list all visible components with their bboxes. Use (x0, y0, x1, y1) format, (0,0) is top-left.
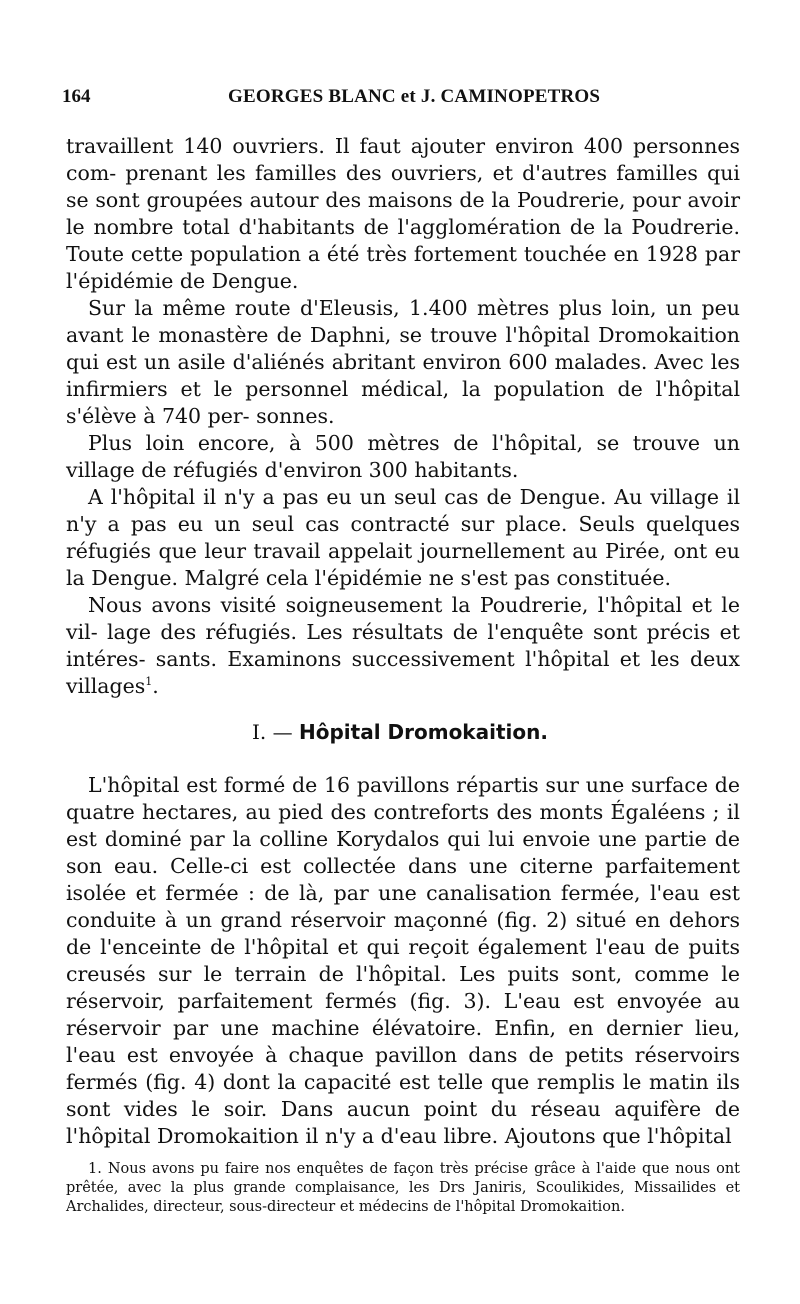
footnote-marker: 1 (145, 675, 153, 689)
paragraph-5-text: Nous avons visité soigneusement la Poudrerie, l'hôpital et le vil- lage des réfugiés. Les résultats de l'enquête sont précis et intéres- sants. Examinons successivement l'hôpital et les deux villages (66, 593, 740, 698)
page-header (62, 86, 760, 112)
paragraph-3: Plus loin encore, à 500 mètres de l'hôpital, se trouve un village de réfugiés d'environ 300 habitants. (66, 431, 740, 482)
paragraph-4: A l'hôpital il n'y a pas eu un seul cas de Dengue. Au village il n'y a pas eu un seul cas contracté sur place. Seuls quelques réfugiés que leur travail appelait journellement au Pirée, ont eu la Dengue. Malgré cela l'épidémie ne s'est pas constituée. (66, 485, 740, 590)
footnote: 1. Nous avons pu faire nos enquêtes de façon très précise grâce à l'aide que nous ont prêtée, avec la plus grande complaisance, les Drs Janiris, Scoulikides, Missailides et Archalides, directeur, sous-directeur et médecins de l'hôpital Dromokaition. (66, 1161, 740, 1215)
body-text-top (66, 133, 740, 700)
page-number: 164 (62, 86, 91, 107)
body-text-bottom (66, 772, 740, 1150)
paragraph-6: L'hôpital est formé de 16 pavillons répartis sur une surface de quatre hectares, au pied des contreforts des monts Égaléens ; il est dominé par la colline Korydalos qui lui envoie une partie de son eau. Celle-ci est collectée dans une citerne parfaitement isolée et fermée : de là, par une canalisation fermée, l'eau est conduite à un grand réservoir maçonné (fig. 2) situé en dehors de l'enceinte de l'hôpital et qui reçoit également l'eau de puits creusés sur le terrain de l'hôpital. Les puits sont, comme le réservoir, parfaitement fermés (fig. 3). L'eau est envoyée au réservoir par une machine élévatoire. Enfin, en dernier lieu, l'eau est envoyée à chaque pavillon dans de petits réservoirs fermés (fig. 4) dont la capacité est telle que remplis le matin ils sont vides le soir. Dans aucun point du réseau aquifère de l'hôpital Dromokaition il n'y a d'eau libre. Ajoutons que l'hôpital (66, 773, 740, 1148)
section-number: I. — (252, 720, 293, 744)
paragraph-1: travaillent 140 ouvriers. Il faut ajouter environ 400 personnes com- prenant les familles des ouvriers, et d'autres familles qui se sont groupées autour des maisons de la Poudrerie, pour avoir le nombre total d'habitants de l'agglomération de la Poudrerie. Toute cette population a été très fortement touchée en 1928 par l'épidémie de Dengue. (66, 134, 740, 293)
section-title: Hôpital Dromokaition. (299, 720, 548, 744)
paragraph-2: Sur la même route d'Eleusis, 1.400 mètres plus loin, un peu avant le monastère de Daphni, se trouve l'hôpital Dromokaition qui est un asile d'aliénés abritant environ 600 malades. Avec les infirmiers et le personnel médical, la population de l'hôpital s'élève à 740 per- sonnes. (66, 296, 740, 428)
section-heading (0, 720, 800, 744)
running-head: GEORGES BLANC et J. CAMINOPETROS (228, 86, 601, 107)
paragraph-5: Nous avons visité soigneusement la Poudrerie, l'hôpital et le vil- lage des réfugiés. Les résultats de l'enquête sont précis et intéres- sants. Examinons successivement l'hôpital et les deux villages$^1$. (66, 593, 740, 698)
